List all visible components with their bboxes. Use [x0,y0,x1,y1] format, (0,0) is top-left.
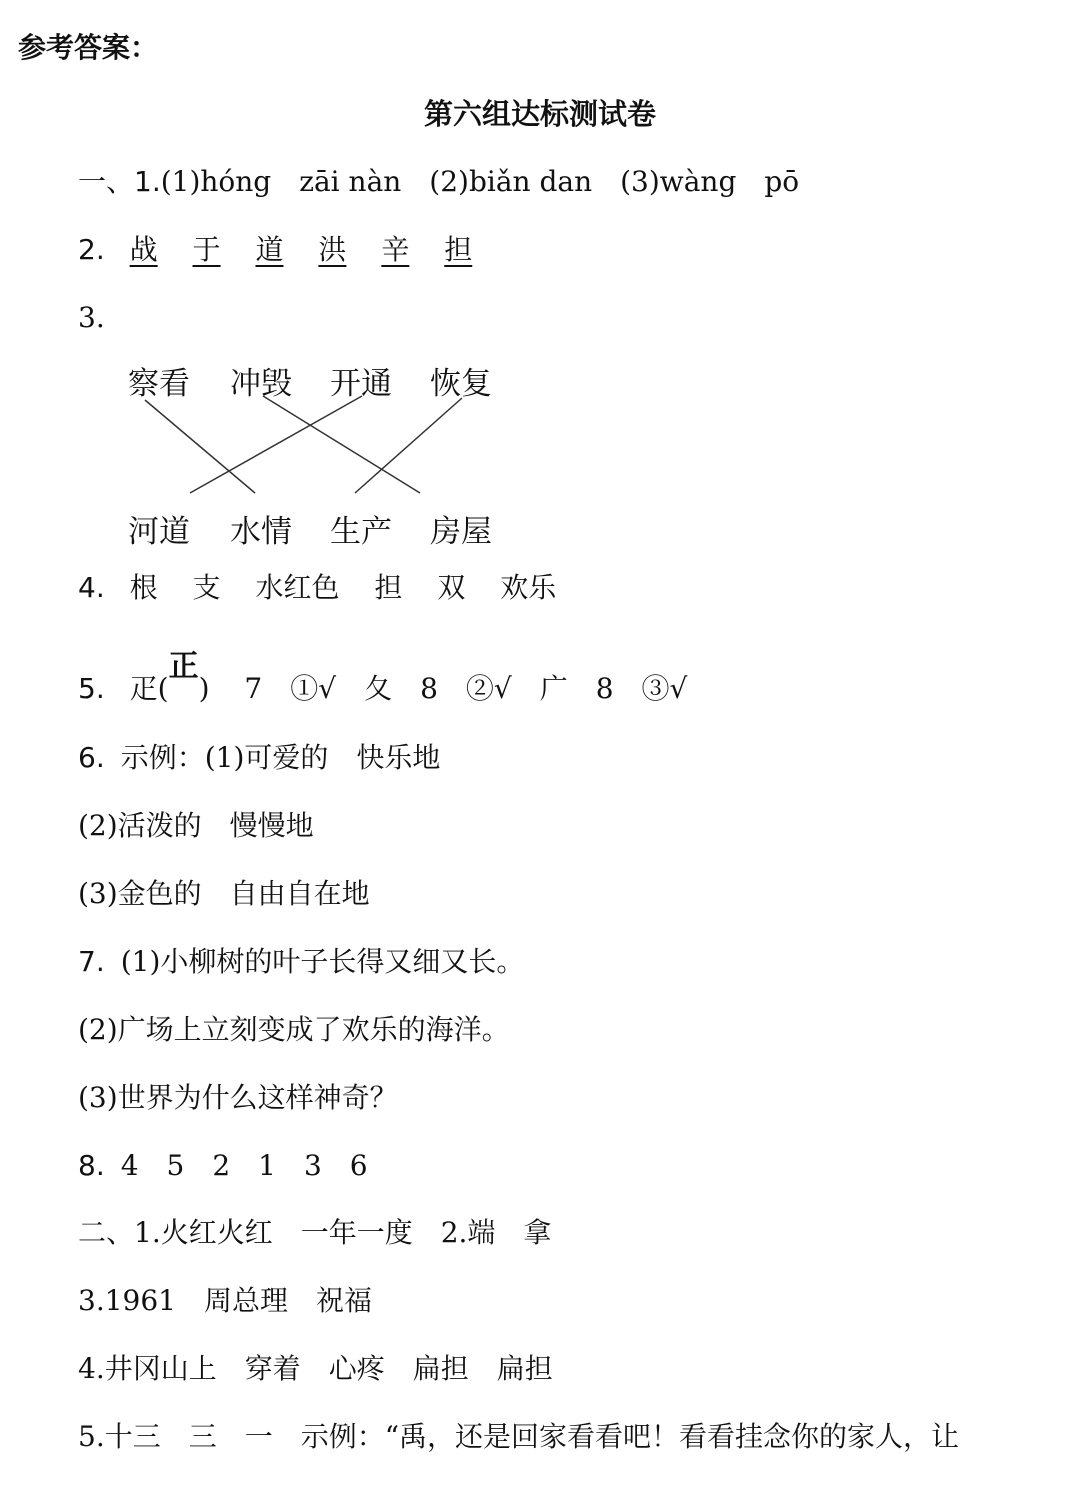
q1-pinyin: (1)hóng zāi nàn (2)biǎn dan (3)wàng pō [160,165,800,198]
q5-radical: 疋( [129,672,169,705]
answer-key-heading: 参考答案： [18,31,159,64]
q4-item: 欢乐 [500,571,557,604]
q2-char: 洪 [318,233,347,266]
q3-top-word: 恢复 [430,366,492,402]
s2-line4: 4.井冈山上 穿着 心疼 扁担 扁担 [78,1352,553,1385]
q3-top-word: 冲毁 [230,366,292,402]
q5-handwritten-char: 正 [168,649,199,684]
q3-top-word: 开通 [330,366,392,402]
q6-line2: (2)活泼的 慢慢地 [78,809,314,842]
q8-number: 8. [78,1149,105,1182]
q3-number: 3. [78,301,105,334]
match-line [190,396,362,493]
q4-line [78,568,556,608]
q6-line1 [78,738,440,778]
q7-text: (1)小柳树的叶子长得又细又长。 [120,945,525,978]
q2-number: 2. [78,233,105,266]
q8-line [78,1146,368,1186]
q7-number: 7. [78,945,105,978]
s2-line1: 二、1.火红火红 一年一度 2.端 拿 [78,1216,552,1249]
q3-bottom-word: 河道 [128,514,190,550]
q4-item: 担 [374,571,403,604]
match-line [263,396,420,493]
q2-char: 道 [255,233,284,266]
s2-line3: 3.1961 周总理 祝福 [78,1284,372,1317]
q2-char: 辛 [381,233,410,266]
q3-top-word: 察看 [128,366,190,402]
q5-number: 5. [78,672,105,705]
q3-bottom-row [128,506,548,550]
match-line [145,400,255,493]
q3-bottom-word: 生产 [330,514,392,550]
q4-number: 4. [78,571,105,604]
page-title: 第六组达标测试卷 [423,97,656,131]
q6-text: 示例：(1)可爱的 快乐地 [120,741,441,774]
q4-item: 支 [192,571,221,604]
q4-item: 水红色 [255,571,340,604]
q5-line [78,649,688,709]
q6-line3: (3)金色的 自由自在地 [78,877,370,910]
q4-item: 双 [437,571,466,604]
q6-number: 6. [78,741,105,774]
q7-line3: (3)世界为什么这样神奇？ [78,1081,398,1114]
q2-char: 战 [129,233,158,266]
q5-answers: 7 ①√ 夂 8 ②√ 广 8 ③√ [244,672,688,705]
q7-line2: (2)广场上立刻变成了欢乐的海洋。 [78,1013,510,1046]
q2-char: 担 [444,233,473,266]
q8-text: 4 5 2 1 3 6 [120,1149,368,1182]
q2-char: 于 [192,233,221,266]
q5-paren-close: ) [198,672,210,705]
q3-bottom-word: 房屋 [430,514,492,550]
s2-line5: 5.十三 三 一 示例：“禹，还是回家看看吧！看看挂念你的家人，让 [78,1420,960,1453]
match-line [355,398,462,493]
q4-item: 根 [129,571,158,604]
q1-number: 一、1. [78,165,161,198]
q3-bottom-word: 水情 [230,514,292,550]
q7-line1 [78,942,524,982]
